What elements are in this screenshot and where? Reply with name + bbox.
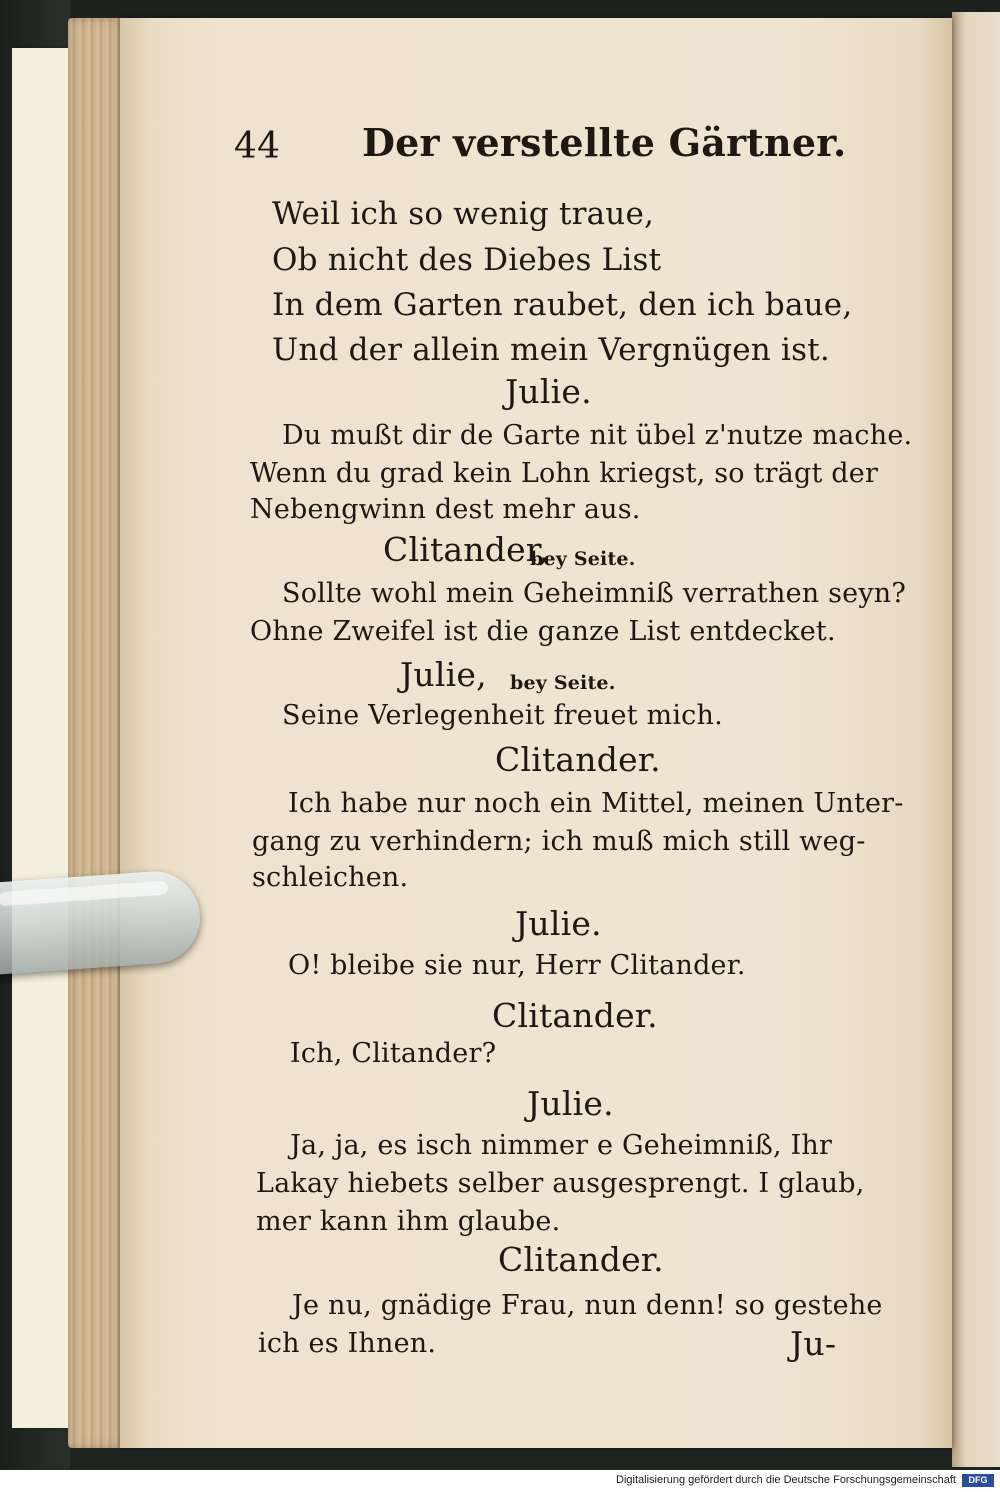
verse-line-3: In dem Garten raubet, den ich baue, [272, 287, 853, 323]
verse-line-1: Weil ich so wenig traue, [272, 196, 655, 232]
prose-line: Ohne Zweifel ist die ganze List entdecket. [250, 616, 836, 647]
verse-line-4: Und der allein mein Vergnügen ist. [272, 332, 830, 368]
speaker-heading: Clitander. [495, 740, 661, 779]
speaker-heading: Julie, [400, 655, 487, 694]
speaker-heading: Julie. [505, 372, 592, 411]
prose-line: Je nu, gnädige Frau, nun denn! so gestehe [292, 1290, 883, 1321]
prose-line: Seine Verlegenheit freuet mich. [282, 700, 723, 731]
prose-line: Lakay hiebets selber ausgesprengt. I glaub, [256, 1168, 865, 1199]
funding-credit: Digitalisierung gefördert durch die Deutsche Forschungsgemeinschaft [616, 1474, 956, 1486]
dfg-logo: DFG [962, 1474, 994, 1487]
prose-line: Nebengwinn dest mehr aus. [250, 494, 641, 525]
prose-line: Du mußt dir de Garte nit übel z'nutze mache. [282, 420, 913, 451]
prose-line: Ich habe nur noch ein Mittel, meinen Unter- [288, 788, 904, 819]
adjacent-page-edge [952, 12, 1000, 1467]
prose-line: Wenn du grad kein Lohn kriegst, so trägt der [250, 458, 879, 489]
stage-direction: bey Seite. [510, 672, 616, 694]
prose-line: mer kann ihm glaube. [256, 1206, 561, 1237]
stage-direction: bey Seite. [530, 548, 636, 570]
prose-line: ich es Ihnen. [258, 1328, 437, 1359]
prose-line: gang zu verhindern; ich muß mich still weg- [252, 826, 866, 857]
prose-line: Ich, Clitander? [290, 1038, 497, 1069]
speaker-heading: Clitander, [383, 530, 549, 569]
glass-page-holder [0, 868, 203, 975]
prose-line: Ja, ja, es isch nimmer e Geheimniß, Ihr [290, 1130, 833, 1161]
speaker-heading: Julie. [527, 1084, 614, 1123]
speaker-heading: Julie. [515, 904, 602, 943]
verse-line-2: Ob nicht des Diebes List [272, 242, 662, 278]
prose-line: schleichen. [252, 862, 409, 893]
catchword: Ju- [790, 1324, 837, 1363]
running-title: Der verstellte Gärtner. [362, 120, 847, 165]
footer-bar [0, 1470, 1000, 1492]
speaker-heading: Clitander. [498, 1240, 664, 1279]
speaker-heading: Clitander. [492, 996, 658, 1035]
prose-line: O! bleibe sie nur, Herr Clitander. [288, 950, 746, 981]
prose-line: Sollte wohl mein Geheimniß verrathen seyn? [282, 578, 907, 609]
page-number: 44 [234, 126, 281, 167]
